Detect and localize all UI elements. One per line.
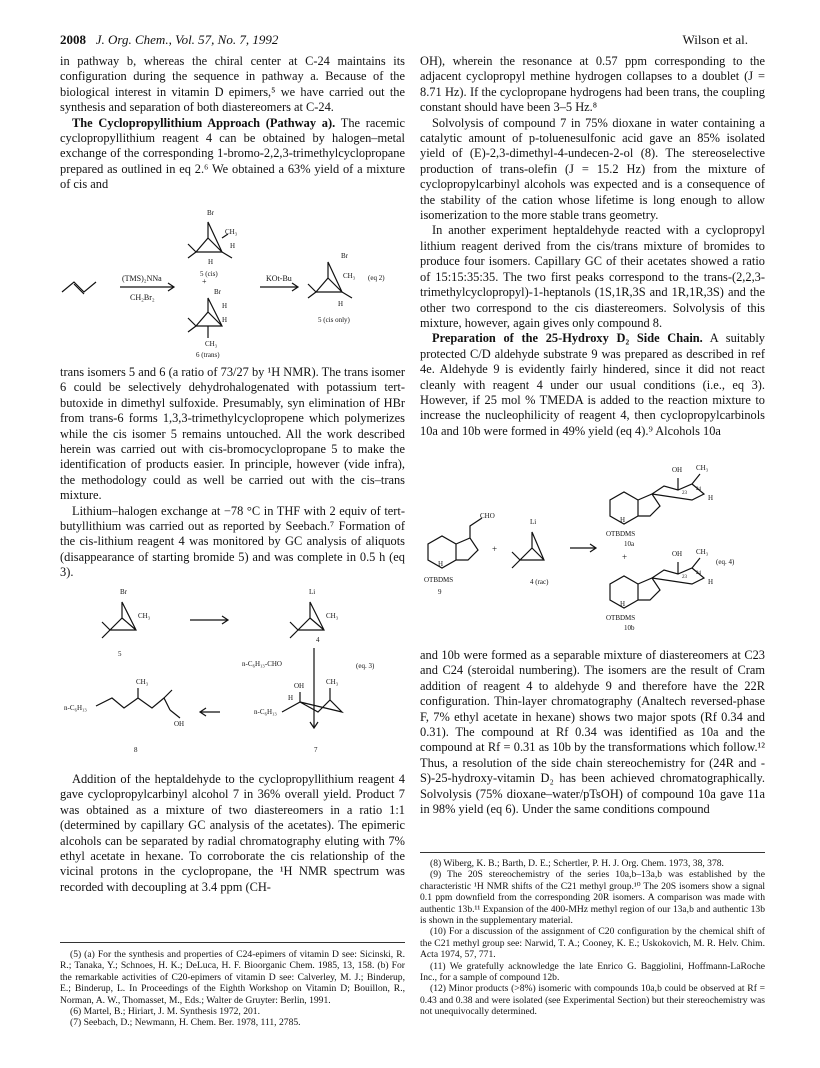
atom-label: CH₃ — [138, 612, 151, 620]
atom-label: H — [708, 494, 714, 502]
scheme-eq3 — [60, 580, 410, 765]
paragraph: OH), wherein the resonance at 0.57 ppm corresponding to the adjacent cyclopropyl methine hydrogen collapses to a doublet (J = 8.71 Hz). If the cyclopropane hydrogens had been trans, the coupling constant should have been 3–5 Hz.⁸ — [420, 54, 765, 115]
reaction-arrow — [190, 616, 228, 624]
atom-label: H — [620, 600, 626, 608]
equation-label: (eq. 3) — [356, 662, 375, 670]
atom-label: CH₃ — [326, 678, 339, 686]
paragraph: and 10b were formed as a separable mixture of diastereomers at C23 and C24 (steroidal numbering). The isomers are the result of Cram addition of reagent 4 to aldehyde 9 and therefore have the 22R configuration. Thin-layer chromatography (Analtech reversed-phase F, 7% ethyl acetate in hexane) shows two major spots (Rf 0.34 and 0.31). The compound at Rf 0.34 was identified as 10a and the compound at Rf = 0.31 as 10b by the transformations which follow.¹² Thus, a resolution of the side chain stereochemistry for (24R and -S)-25-hydroxy-vitamin D₂ has been achieved chromatographically. Solvolysis (75% dioxane–water/pTsOH) of compound 10a gave 11a in 98% yield (eq 6). Under the same conditions compound — [420, 648, 765, 817]
left-column-mid — [60, 365, 405, 581]
paragraph: Solvolysis of compound 7 in 75% dioxane in water containing a catalytic amount of p-toluenesulfonic acid gave an 85% isolated yield of (E)-2,3-dimethyl-4-undecen-2-ol (8). The stereoselective production of trans-olefin (J = 15.2 Hz) from the mixture of cyclopropylcarbinyl alcohols was expected and is a consequence of the stability of the cation whose lifetime is long enough to allow isomerization to the more stable trans geometry. — [420, 115, 765, 223]
atom-label: 23 — [682, 491, 687, 496]
scheme-eq2 — [60, 200, 410, 362]
compound-label: 5 (cis only) — [318, 316, 350, 324]
atom-label: CH₃ — [205, 340, 218, 348]
footnote: (10) For a discussion of the assignment of C20 configuration by the chemical shift of the C21 methyl group see: Narwid, T. A.; Cooney, K. E.; Uskokovich, M. R. Helv. Chim. Acta 1974, 57, 771. — [420, 926, 765, 961]
compound-label: 8 — [134, 746, 138, 754]
atom-label: Li — [530, 518, 537, 526]
atom-label: 24 — [696, 487, 701, 492]
scheme-eq4 — [420, 460, 765, 645]
cyclopropane-structure — [290, 602, 324, 638]
separator-text: + — [202, 277, 207, 286]
compound-label: 10b — [624, 624, 635, 632]
atom-label: 24 — [696, 571, 701, 576]
page-number: 2008 — [60, 32, 86, 47]
atom-label: CH₃ — [696, 464, 709, 472]
journal-citation: J. Org. Chem., Vol. 57, No. 7, 1992 — [95, 32, 279, 47]
atom-label: Li — [309, 588, 316, 596]
footnote: (6) Martel, B.; Hiriart, J. M. Synthesis 1972, 201. — [70, 1006, 260, 1018]
alkenol-structure — [96, 688, 180, 718]
left-column-top — [60, 54, 405, 193]
alkene-structure — [62, 282, 96, 292]
atom-label: H — [222, 316, 228, 324]
reaction-arrow — [570, 544, 596, 552]
atom-label: H — [438, 560, 444, 568]
cyclopropane-structure — [102, 602, 136, 638]
atom-label: OH — [294, 682, 305, 690]
compound-label: 4 — [316, 636, 320, 644]
footnote-rule — [420, 852, 765, 853]
reagent-label: n-C₆H₁₃-CHO — [242, 660, 282, 668]
atom-label: H — [288, 694, 294, 702]
paragraph — [420, 331, 765, 439]
section-heading: Preparation of the 25-Hydroxy D₂ Side Chain. — [432, 331, 703, 346]
right-column-bottom — [420, 648, 765, 817]
atom-label: H — [208, 258, 214, 266]
compound-label: 5 (cis) — [200, 270, 218, 278]
atom-label: n-C₆H₁₃ — [64, 704, 87, 712]
atom-label: n-C₆H₁₃ — [254, 708, 277, 716]
reagent-label: KOt-Bu — [266, 274, 292, 283]
compound-label: 7 — [314, 746, 318, 754]
reaction-arrow — [260, 283, 298, 291]
atom-label: H — [222, 302, 228, 310]
left-column-bottom — [60, 772, 405, 895]
atom-label: Br — [341, 252, 348, 260]
atom-label: OTBDMS — [424, 576, 454, 584]
atom-label: H — [338, 300, 344, 308]
equation-label: (eq 2) — [368, 274, 385, 282]
separator-text: + — [622, 552, 628, 562]
paragraph-text: A suitably protected C/D aldehyde substrate 9 was prepared as described in ref 4e. Aldehyde 9 is evidently fairly hindered, since it did not react cleanly with reagent 4 under our usual conditions (i.e., eq 3). However, if 25 mol % TMEDA is added to the reaction mixture to increase the nucleophilicity of reagent 4, then cyclopropylcarbinols 10a and 10b were formed in 49% yield (eq 4).⁹ Alcohols 10a — [420, 331, 765, 438]
compound-label: 10a — [624, 540, 635, 548]
atom-label: Br — [207, 209, 214, 217]
reaction-arrow — [200, 708, 220, 716]
paragraph: Lithium–halogen exchange at −78 °C in THF with 2 equiv of tert-butyllithium was carried out as reported by Seebach.⁷ Formation of the cis-lithium reagent 4 was monitored by GC analysis of aliquots (disappearance of starting bromide 5) and was complete in 0.5 h (eq 3). — [60, 503, 405, 580]
atom-label: H — [230, 242, 236, 250]
paragraph: In another experiment heptaldehyde reacted with a cyclopropyl lithium reagent derived from the cis/trans mixture of bromides to produce four isomers. Capillary GC of their acetates showed a ratio of 15:15:35:35. The two first peaks correspond to the trans-(2,2,3-trimethylcyclopropyl)-1-heptanols (1S,1R,3S and 1R,1R,3S) and the other two correspond to the cis diastereomers. Solvolysis of this mixture, however, again gives only compound 8. — [420, 223, 765, 330]
atom-label: CH₃ — [225, 228, 238, 236]
compound-label: 5 — [118, 650, 122, 658]
reaction-arrow — [120, 283, 174, 291]
reagent-label: CH₂Br₂ — [130, 293, 155, 302]
atom-label: 23 — [682, 575, 687, 580]
footnote: (9) The 20S stereochemistry of the series 10a,b–13a,b was established by the characteristic ¹H NMR shifts of the C21 methyl group.¹⁰ The 20S isomers show a signal 0.1 ppm downfield from the corresponding 20R isomers. A comparison was made with authentic 13b.¹¹ Expansion of the 400-MHz methyl region of our 13a,b and authentic 13b is shown in the supplementary material. — [420, 869, 765, 927]
compound-label: 6 (trans) — [196, 351, 220, 359]
atom-label: OTBDMS — [606, 530, 636, 538]
atom-label: CH₃ — [136, 678, 149, 686]
atom-label: OH — [672, 466, 683, 474]
cyclopropane-structure — [512, 532, 544, 568]
running-header — [60, 32, 278, 48]
author-header: Wilson et al. — [682, 32, 748, 47]
cyclopropane-structure — [196, 298, 222, 326]
right-column-top — [420, 54, 765, 439]
footnote-rule — [60, 942, 405, 943]
atom-label: CH₃ — [343, 272, 356, 280]
paragraph: Addition of the heptaldehyde to the cyclopropyllithium reagent 4 gave cyclopropylcarbinyl alcohol 7 in 36% overall yield. Product 7 was obtained as a mixture of two diastereomers in a ratio 1:1 (determined by capillary GC analysis of the acetates). The epimeric alcohols can be separated by radial chromatography eluting with 7% ethyl acetate in hexane. To corroborate the cis relationship of the vicinal protons in the cyclopropane, the ¹H NMR spectrum was recorded with decoupling at 3.4 ppm (CH- — [60, 772, 405, 894]
right-footnotes — [420, 858, 765, 1018]
left-footnotes — [60, 949, 405, 1029]
footnote: (11) We gratefully acknowledge the late Enrico G. Baggiolini, Hoffmann-LaRoche Inc., for a sample of compound 12b. — [420, 960, 765, 984]
atom-label: CH₃ — [696, 548, 709, 556]
paragraph-text: The racemic cyclopropyllithium reagent 4 can be obtained by halogen–metal exchange of the corresponding 1-bromo-2,2,3-trimethylcyclopropane prepared as outlined in eq 2.⁶ We obtained a 63% yield of a mixture of cis and — [60, 115, 405, 192]
atom-label: H — [708, 578, 714, 586]
paragraph — [60, 116, 405, 193]
atom-label: OTBDMS — [606, 614, 636, 622]
footnote: (8) Wiberg, K. B.; Barth, D. E.; Schertler, P. H. J. Org. Chem. 1973, 38, 378. — [430, 858, 724, 869]
cd-ring-structure — [428, 518, 482, 568]
paragraph: in pathway b, whereas the chiral center at C-24 maintains its configuration during the sequence in pathway a. Because of the biological interest in vitamin D epimers,⁵ we have carried out the synthesis and separation of both diastereomers at C-24. — [60, 54, 405, 115]
cyclopropane-structure — [196, 222, 222, 252]
footnote: (7) Seebach, D.; Newmann, H. Chem. Ber. 1978, 111, 2785. — [70, 1017, 301, 1029]
compound-label: 4 (rac) — [530, 578, 549, 586]
footnote: (12) Minor products (>8%) isomeric with compounds 10a,b could be observed at Rf = 0.43 and 0.38 and were isolated (see Experimental Section) but their stereochemistry was not unequivocally determined. — [420, 983, 765, 1018]
atom-label: CHO — [480, 512, 495, 520]
atom-label: OH — [672, 550, 683, 558]
atom-label: OH — [174, 720, 185, 728]
paragraph: trans isomers 5 and 6 (a ratio of 73/27 by ¹H NMR). The trans isomer 6 could be selectively dehydrohalogenated with potassium tert-butoxide in dimethyl sulfoxide. Presumably, syn elimination of HBr from trans-6 forms 1,3,3-trimethylcyclopropene which polymerizes while the cis isomer 5 remains untouched. All the work described herein was carried out with cis-bromocyclopropane 5 to make the identification of products easier. In principle, however (vide infra), the methodology could as well be carried out with the cis–trans mixture. — [60, 365, 405, 503]
atom-label: Br — [120, 588, 127, 596]
reagent-label: (TMS)₂NNa — [122, 274, 162, 283]
compound-label: 9 — [438, 588, 442, 596]
section-heading: The Cyclopropyllithium Approach (Pathway a). — [72, 115, 336, 130]
atom-label: H — [620, 516, 626, 524]
footnote: (5) (a) For the synthesis and properties of C24-epimers of vitamin D see: Sicinski, R. R.; Tanaka, Y.; Schnoes, H. K.; DeLuca, H. F. Bioorganic Chem. 1985, 13, 158. (b) For the remarkable activities of C20-epimers of vitamin D see: Calverley, M. J.; Binderup, E.; Binderup, L. In Proceedings of the Eighth Workshop on Vitamin D; Bouillon, R., Norman, A. W., Thomasset, M., Eds.; Walter de Gruyter: Berlin, 1991. — [60, 949, 405, 1006]
atom-label: CH₃ — [326, 612, 339, 620]
separator-text: + — [492, 544, 498, 554]
reaction-arrow — [310, 648, 318, 728]
cyclopropane-structure — [316, 262, 342, 292]
equation-label: (eq. 4) — [716, 558, 735, 566]
atom-label: Br — [214, 288, 221, 296]
